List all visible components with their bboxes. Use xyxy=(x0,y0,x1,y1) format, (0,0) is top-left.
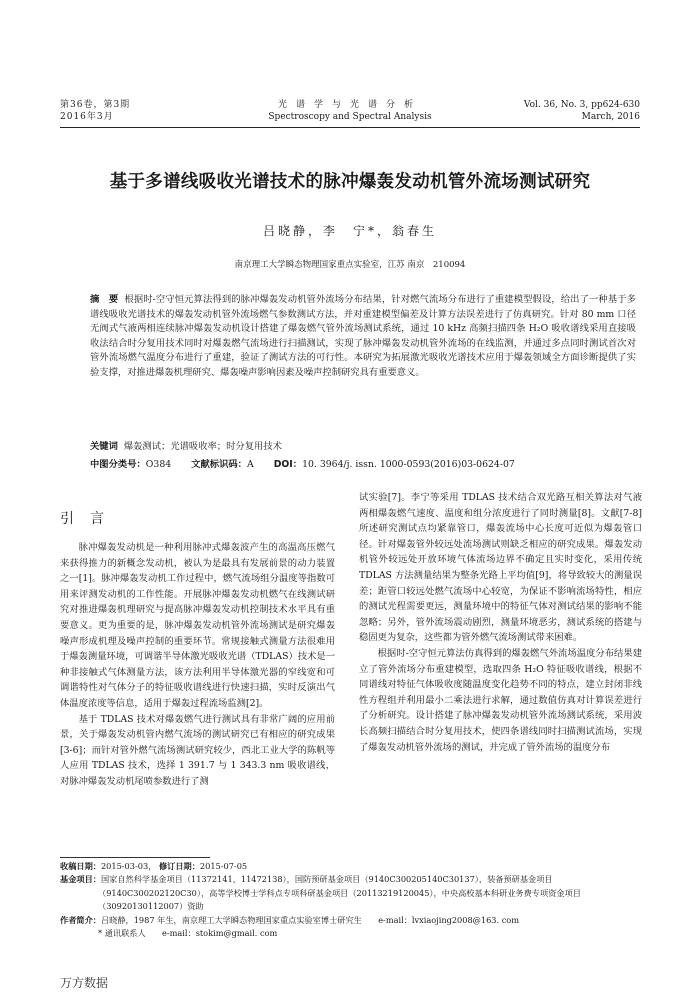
section-heading-introduction: 引言 xyxy=(60,511,120,527)
bio-text: 吕晓静，1987 年生，南京理工大学瞬态物理国家重点实验室博士研究生 e-mail：lvxiaojing2008@163. com xyxy=(100,914,519,925)
volume-cn: 第36卷，第3期 xyxy=(60,100,131,110)
paragraph: 试实验[7]。李宁等采用 TDLAS 技术结合双光路互相关算法对气液两相爆轰燃气速度、温度和组分浓度进行了同时测量[8]。文献[7-8]所述研究测试点均紧靠管口，爆轰流场中心长度可近似为爆轰管口径。针对爆轰管外较远处流场测试则缺乏相应的研究成果。爆轰发动机管外较远处开放环境气体流场边界不确定且实时变化，采用传统 TDLAS 方法测量结果为整条光路上平均值[9]，将导致较大的测量误差；距管口较远处燃气流场中心较宽，为保证不影响流场特性，相应的测试光程需要更远，测量环境中的特征气体对测试结果的影响不能忽略；另外，管外流场震动剧烈，测量环境恶劣，测试系统的搭建与稳固更为复杂，这些都为管外燃气流场测试带来困难。 xyxy=(359,492,642,644)
clc-value: O384 xyxy=(145,459,172,470)
bio-label: 作者简介： xyxy=(60,914,101,925)
journal-name-en: Spectroscopy and Spectral Analysis xyxy=(268,112,432,122)
fund-text: （30920130112007）资助 xyxy=(98,901,204,912)
paragraph: 脉冲爆轰发动机是一种利用脉冲式爆轰波产生的高温高压燃气来获得推力的新概念发动机，被认为是最具有发展前景的动力装置之一[1]。脉冲爆轰发动机工作过程中，燃气流场组分温度等指数可用来评测发动机的工作性能。开展脉冲爆轰发动机燃气在线测试研究对推进爆轰机理研究与提高脉冲爆轰发动机控制技术水平具有重要意义。更为重要的是，脉冲爆轰发动机管外流场测试是研究爆轰噪声形成机理及噪声控制的重要环节。常规接触式测量方法很难用于爆轰测量环境，可调谐半导体激光吸收光谱（TDLAS）技术是一种非接触式气体测量方法，该方法利用半导体激光器的窄线宽和可调谐特性对气体分子的特征吸收谱线进行快速扫描，实时反演出气体温度浓度等信息，适用于爆轰过程流场监测[2]。 xyxy=(60,542,335,709)
affiliation: 南京理工大学瞬态物理国家重点实验室，江苏 南京 210094 xyxy=(234,260,466,270)
date-cn: 2016年3月 xyxy=(60,112,114,122)
fund-text: （9140C300202120C30），高等学校博士学科点专项科研基金项目（20113219120045），中央高校基本科研业务费专项资金项目 xyxy=(98,887,581,898)
corresponding-author: * 通讯联系人 e-mail：stokim@gmail. com xyxy=(98,928,278,939)
left-column xyxy=(60,540,335,790)
revised-date: 2015-07-05 xyxy=(199,861,248,871)
received-label: 收稿日期： xyxy=(60,861,101,871)
abstract xyxy=(90,293,636,381)
abstract-text: 根据时-空守恒元算法得到的脉冲爆轰发动机管外流场分布结果，针对燃气流场分布进行了重建模型假设，给出了一种基于多谱线吸收光谱技术的爆轰发动机管外流场燃气参数测试方法，并对重建模型偏差及计算方法误差进行了仿真研究。针对 80 mm 口径无阀式气液两相连续脉冲爆轰发动机设计搭建了爆轰燃气管外流场测试系统，通过 10 kHz 高频扫描四条 H₂O 吸收谱线采用直接吸收法结合时分复用技术同时对爆轰燃气流场进行扫描测试，实现了脉冲爆轰发动机管外流场的在线监测，并通过多点同时测试首次对管外流场燃气温度分布进行了重建，验证了测试方法的可行性。本研究为拓展激光吸收光谱技术应用于爆轰领域全方面诊断提供了实验支撑，对推进爆轰机理研究、爆轰噪声影响因素及噪声控制研究具有重要意义。 xyxy=(90,294,636,378)
keywords xyxy=(90,440,636,454)
fund-info xyxy=(60,873,640,886)
abstract-label: 摘 要 xyxy=(90,294,119,305)
paragraph: 根据时-空守恒元算法仿真得到的爆轰燃气外流场温度分布结果建立了管外流场分布重建模型，选取四条 H₂O 特征吸收谱线，根据不同谱线对特征气体吸收度随温度变化趋势不同的特点，建立封闭非线性方程组并利用最小二乘法进行求解，通过数值仿真对计算误差进行了分析研究。设计搭建了脉冲爆轰发动机管外流场测试系统，采用波长高频扫描结合时分复用技术，使四条谱线同时扫描测试流场，实现了爆轰发动机管外流场的测试，并完成了管外流场的温度分布 xyxy=(359,647,642,753)
right-column xyxy=(359,490,642,755)
doi-label: DOI： xyxy=(273,459,303,470)
authors: 吕晓静，李 宁*，翁春生 xyxy=(262,224,437,238)
doi-value: 10. 3964/j. issn. 1000-0593(2016)03-0624-07 xyxy=(302,459,515,470)
classification-line xyxy=(90,458,636,472)
header-right xyxy=(524,99,640,123)
received-date: 2015-03-03， xyxy=(100,861,157,871)
received-dates xyxy=(60,860,640,873)
doc-code-value: A xyxy=(246,459,254,470)
watermark: 万方数据 xyxy=(60,976,109,990)
paper-title: 基于多谱线吸收光谱技术的脉冲爆轰发动机管外流场测试研究 xyxy=(109,172,591,192)
paragraph: 基于 TDLAS 技术对爆轰燃气进行测试具有非常广阔的应用前景，关于爆轰发动机管内燃气流场的测试研究已有相应的研究成果[3-6]；而针对管外燃气流场测试研究较少，西北工业大学的陈帆等人应用 TDLAS 技术，选择 1 391.7 与 1 343.3 nm 吸收谱线，对脉冲爆轰发动机尾喷参数进行了测 xyxy=(60,713,335,787)
journal-name-cn: 光谱学与光谱分析 xyxy=(277,100,422,110)
date-en: March, 2016 xyxy=(581,112,640,122)
keywords-text: 爆轰测试；光谱吸收率；时分复用技术 xyxy=(123,441,282,452)
keywords-label: 关键词 xyxy=(90,441,118,452)
fund-text: 国家自然科学基金项目（11372141，11472138），国防预研基金项目（9140C300205140C30137），装备预研基金项目 xyxy=(100,874,553,885)
footnotes xyxy=(60,860,640,940)
fund-label: 基金项目： xyxy=(60,874,101,885)
revised-label: 修订日期： xyxy=(158,861,200,871)
author-bio xyxy=(60,914,640,927)
clc-label: 中图分类号： xyxy=(90,459,146,470)
footnote-divider xyxy=(60,857,210,858)
doc-code-label: 文献标识码： xyxy=(191,459,247,470)
running-header xyxy=(60,99,640,128)
volume-en: Vol. 36, No. 3, pp624-630 xyxy=(523,100,640,110)
